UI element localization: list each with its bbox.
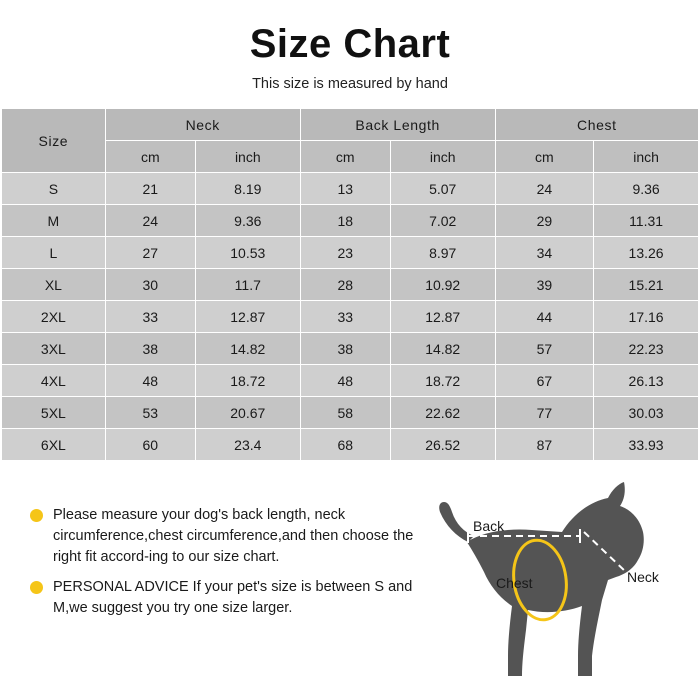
note-text: PERSONAL ADVICE If your pet's size is between S and M,we suggest you try one size larger. [53, 579, 413, 617]
cell-neck-cm: 30 [105, 269, 195, 301]
cell-back-inch: 7.02 [390, 205, 495, 237]
cell-neck-inch: 11.7 [195, 269, 300, 301]
cell-chest-inch: 17.16 [594, 301, 699, 333]
page-title: Size Chart [249, 22, 451, 66]
cell-size: S [2, 173, 106, 205]
column-header-neck-inch: inch [195, 141, 300, 173]
cell-chest-inch: 22.23 [594, 333, 699, 365]
table-unit-header-row [2, 141, 699, 173]
table-row [2, 333, 699, 365]
table-row [2, 301, 699, 333]
label-chest: Chest [496, 575, 533, 591]
page-subtitle: This size is measured by hand [252, 76, 448, 92]
cell-neck-cm: 27 [105, 237, 195, 269]
cell-back-cm: 28 [300, 269, 390, 301]
cell-chest-cm: 39 [495, 269, 594, 301]
table-row [2, 365, 699, 397]
cell-back-inch: 14.82 [390, 333, 495, 365]
cell-back-inch: 10.92 [390, 269, 495, 301]
cell-neck-inch: 12.87 [195, 301, 300, 333]
notes-section [30, 505, 430, 628]
cell-neck-cm: 24 [105, 205, 195, 237]
cell-chest-cm: 24 [495, 173, 594, 205]
cell-neck-inch: 20.67 [195, 397, 300, 429]
cell-chest-inch: 26.13 [594, 365, 699, 397]
cell-chest-cm: 34 [495, 237, 594, 269]
cell-chest-inch: 13.26 [594, 237, 699, 269]
cell-back-cm: 68 [300, 429, 390, 461]
cell-back-inch: 5.07 [390, 173, 495, 205]
dog-measurement-illustration [412, 480, 692, 695]
cell-size: L [2, 237, 106, 269]
size-table-wrapper [0, 108, 700, 461]
column-header-back-length: Back Length [300, 109, 495, 141]
cell-back-cm: 13 [300, 173, 390, 205]
cell-chest-inch: 11.31 [594, 205, 699, 237]
table-row [2, 237, 699, 269]
note-text: Please measure your dog's back length, neck circumference,chest circumference,and then choose the right fit accord-ing to our size chart. [53, 507, 414, 566]
table-row [2, 205, 699, 237]
cell-neck-cm: 53 [105, 397, 195, 429]
header [0, 0, 700, 92]
cell-neck-inch: 18.72 [195, 365, 300, 397]
table-row [2, 269, 699, 301]
table-group-header-row [2, 109, 699, 141]
cell-chest-inch: 9.36 [594, 173, 699, 205]
note-item [30, 505, 430, 568]
cell-chest-inch: 15.21 [594, 269, 699, 301]
cell-chest-inch: 30.03 [594, 397, 699, 429]
cell-chest-cm: 44 [495, 301, 594, 333]
table-row [2, 397, 699, 429]
cell-chest-cm: 87 [495, 429, 594, 461]
cell-size: 2XL [2, 301, 106, 333]
cell-size: M [2, 205, 106, 237]
cell-chest-cm: 57 [495, 333, 594, 365]
size-table [1, 108, 699, 461]
cell-size: 3XL [2, 333, 106, 365]
cell-back-cm: 48 [300, 365, 390, 397]
label-back: Back [473, 518, 505, 534]
cell-chest-cm: 67 [495, 365, 594, 397]
column-header-chest-cm: cm [495, 141, 594, 173]
cell-size: XL [2, 269, 106, 301]
dog-silhouette-icon [412, 480, 692, 695]
cell-neck-inch: 23.4 [195, 429, 300, 461]
cell-size: 4XL [2, 365, 106, 397]
cell-neck-cm: 60 [105, 429, 195, 461]
cell-neck-inch: 10.53 [195, 237, 300, 269]
cell-back-cm: 58 [300, 397, 390, 429]
divider [0, 470, 700, 471]
cell-back-cm: 33 [300, 301, 390, 333]
note-item [30, 577, 430, 619]
cell-back-cm: 18 [300, 205, 390, 237]
bullet-icon [30, 581, 43, 594]
cell-neck-cm: 21 [105, 173, 195, 205]
cell-size: 6XL [2, 429, 106, 461]
column-header-back-cm: cm [300, 141, 390, 173]
column-header-chest: Chest [495, 109, 698, 141]
cell-size: 5XL [2, 397, 106, 429]
cell-back-inch: 8.97 [390, 237, 495, 269]
cell-back-cm: 38 [300, 333, 390, 365]
cell-neck-cm: 38 [105, 333, 195, 365]
cell-back-inch: 12.87 [390, 301, 495, 333]
column-header-neck: Neck [105, 109, 300, 141]
column-header-size: Size [2, 109, 106, 173]
column-header-neck-cm: cm [105, 141, 195, 173]
cell-chest-cm: 77 [495, 397, 594, 429]
label-neck: Neck [627, 569, 659, 585]
cell-back-inch: 26.52 [390, 429, 495, 461]
cell-neck-cm: 48 [105, 365, 195, 397]
table-row [2, 173, 699, 205]
cell-chest-cm: 29 [495, 205, 594, 237]
table-row [2, 429, 699, 461]
cell-chest-inch: 33.93 [594, 429, 699, 461]
cell-neck-inch: 14.82 [195, 333, 300, 365]
cell-back-inch: 22.62 [390, 397, 495, 429]
cell-neck-inch: 8.19 [195, 173, 300, 205]
cell-neck-cm: 33 [105, 301, 195, 333]
column-header-chest-inch: inch [594, 141, 699, 173]
bullet-icon [30, 509, 43, 522]
cell-back-inch: 18.72 [390, 365, 495, 397]
column-header-back-inch: inch [390, 141, 495, 173]
cell-neck-inch: 9.36 [195, 205, 300, 237]
cell-back-cm: 23 [300, 237, 390, 269]
